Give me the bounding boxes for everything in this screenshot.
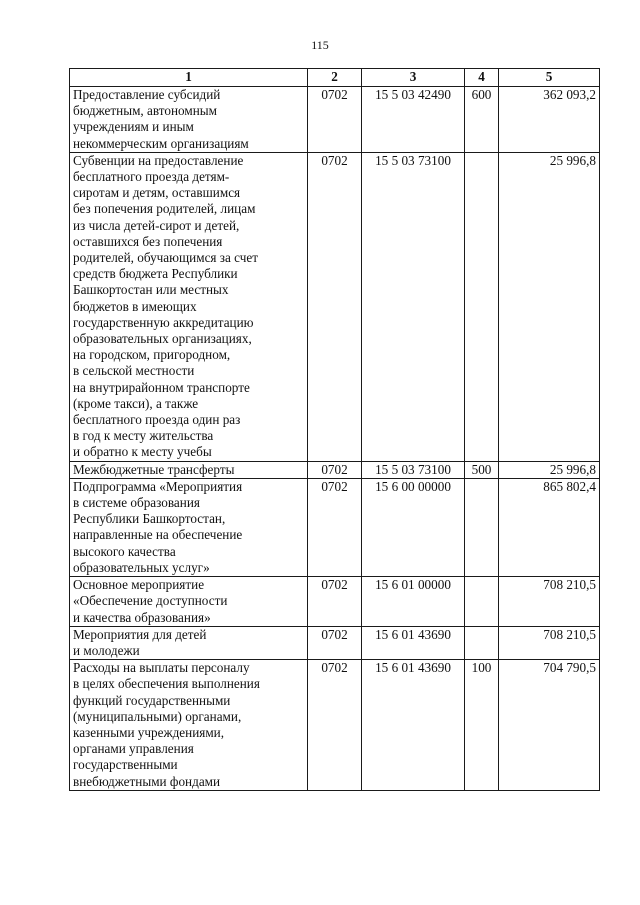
row-type: 600 — [465, 87, 499, 153]
row-section: 0702 — [308, 152, 362, 461]
row-type — [465, 478, 499, 576]
header-col-4: 4 — [465, 69, 499, 87]
row-amount: 708 210,5 — [499, 626, 600, 659]
table-row — [70, 461, 600, 478]
table-row — [70, 87, 600, 153]
row-name: Субвенции на предоставление бесплатного проезда детям- сиротам и детям, оставшимся без попечения родителей, лицам из числа детей-сирот и детей, оставшихся без попечения родителей, обучающимся за счет средств бюджета Республики Башкортостан или местных бюджетов в имеющих государственную аккредитацию образовательных организациях, на городском, пригородном, в сельской местности на внутрирайонном транспорте (кроме такси), а также бесплатного проезда один раз в год к месту жительства и обратно к месту учебы — [70, 152, 308, 461]
table-row — [70, 152, 600, 461]
header-col-5: 5 — [499, 69, 600, 87]
row-target: 15 5 03 73100 — [362, 152, 465, 461]
row-type: 100 — [465, 660, 499, 791]
budget-table — [69, 68, 600, 791]
table-row — [70, 660, 600, 791]
row-type — [465, 626, 499, 659]
row-section: 0702 — [308, 660, 362, 791]
row-section: 0702 — [308, 626, 362, 659]
header-col-2: 2 — [308, 69, 362, 87]
row-amount: 865 802,4 — [499, 478, 600, 576]
row-amount: 362 093,2 — [499, 87, 600, 153]
row-section: 0702 — [308, 87, 362, 153]
row-target: 15 5 03 73100 — [362, 461, 465, 478]
table-row — [70, 626, 600, 659]
header-col-1: 1 — [70, 69, 308, 87]
row-target: 15 6 00 00000 — [362, 478, 465, 576]
row-section: 0702 — [308, 478, 362, 576]
row-name: Расходы на выплаты персоналу в целях обеспечения выполнения функций государственными (муниципальными) органами, казенными учреждениями, органами управления государственными внебюджетными фондами — [70, 660, 308, 791]
row-name: Предоставление субсидий бюджетным, автономным учреждениям и иным некоммерческим организациям — [70, 87, 308, 153]
row-name: Мероприятия для детей и молодежи — [70, 626, 308, 659]
header-row — [70, 69, 600, 87]
page-number: 115 — [311, 38, 329, 52]
row-amount: 25 996,8 — [499, 461, 600, 478]
row-target: 15 5 03 42490 — [362, 87, 465, 153]
row-name: Основное мероприятие «Обеспечение доступности и качества образования» — [70, 577, 308, 627]
row-amount: 25 996,8 — [499, 152, 600, 461]
row-name: Межбюджетные трансферты — [70, 461, 308, 478]
row-amount: 708 210,5 — [499, 577, 600, 627]
row-amount: 704 790,5 — [499, 660, 600, 791]
row-target: 15 6 01 43690 — [362, 626, 465, 659]
table-row — [70, 577, 600, 627]
row-type — [465, 577, 499, 627]
row-name: Подпрограмма «Мероприятия в системе образования Республики Башкортостан, направленные на обеспечение высокого качества образовательных услуг» — [70, 478, 308, 576]
row-type: 500 — [465, 461, 499, 478]
row-target: 15 6 01 43690 — [362, 660, 465, 791]
row-type — [465, 152, 499, 461]
row-section: 0702 — [308, 577, 362, 627]
table-row — [70, 478, 600, 576]
header-col-3: 3 — [362, 69, 465, 87]
row-target: 15 6 01 00000 — [362, 577, 465, 627]
row-section: 0702 — [308, 461, 362, 478]
